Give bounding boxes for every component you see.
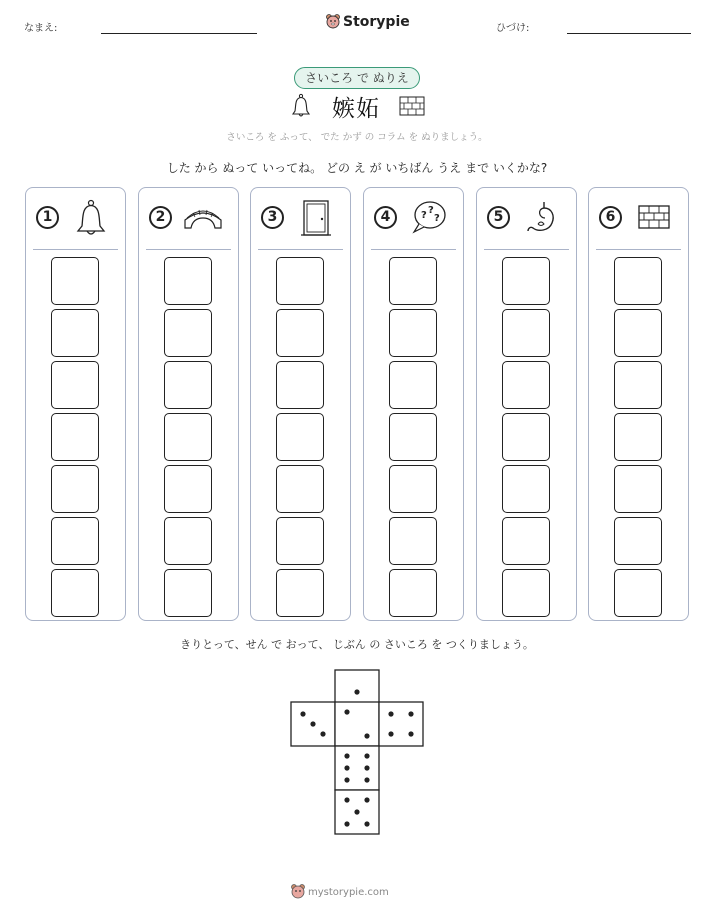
color-box[interactable] bbox=[51, 257, 99, 305]
page-title: 嫉妬 bbox=[332, 96, 380, 122]
color-box[interactable] bbox=[502, 465, 550, 513]
instruction-text: した から ぬって いってね。 どの え が いちばん うえ まで いくかな? bbox=[166, 161, 548, 175]
pip bbox=[344, 797, 349, 802]
color-box[interactable] bbox=[164, 361, 212, 409]
pip bbox=[364, 821, 369, 826]
door-icon bbox=[298, 198, 334, 238]
color-box[interactable] bbox=[389, 309, 437, 357]
color-box[interactable] bbox=[614, 517, 662, 565]
color-box[interactable] bbox=[502, 413, 550, 461]
pip bbox=[344, 709, 349, 714]
color-box[interactable] bbox=[389, 569, 437, 617]
subtitle: さいころ を ふって、 でた かず の コラム を ぬりましょう。 bbox=[226, 132, 488, 143]
pip bbox=[320, 731, 325, 736]
color-box[interactable] bbox=[389, 517, 437, 565]
column-divider bbox=[146, 249, 231, 250]
color-box[interactable] bbox=[164, 257, 212, 305]
bell-icon bbox=[73, 198, 109, 238]
color-box[interactable] bbox=[276, 569, 324, 617]
pip bbox=[408, 711, 413, 716]
pip bbox=[364, 777, 369, 782]
color-box[interactable] bbox=[502, 257, 550, 305]
stomach-icon bbox=[524, 198, 560, 238]
color-box[interactable] bbox=[276, 309, 324, 357]
column-divider bbox=[596, 249, 681, 250]
footer-url[interactable]: mystorypie.com bbox=[308, 887, 389, 898]
color-box[interactable] bbox=[614, 569, 662, 617]
column-number: 1 bbox=[36, 206, 59, 229]
name-line[interactable] bbox=[101, 33, 257, 34]
color-box[interactable] bbox=[164, 569, 212, 617]
color-box[interactable] bbox=[276, 413, 324, 461]
color-box[interactable] bbox=[51, 569, 99, 617]
brick-wall-icon bbox=[399, 96, 425, 116]
color-box[interactable] bbox=[614, 465, 662, 513]
bridge-icon bbox=[183, 198, 223, 238]
color-box[interactable] bbox=[276, 257, 324, 305]
pip bbox=[364, 733, 369, 738]
column-3 bbox=[250, 187, 351, 621]
activity-badge: さいころ で ぬりえ bbox=[294, 67, 420, 89]
pip bbox=[354, 689, 359, 694]
color-box[interactable] bbox=[614, 361, 662, 409]
pip bbox=[388, 731, 393, 736]
color-box[interactable] bbox=[389, 361, 437, 409]
svg-text:?: ? bbox=[434, 213, 440, 224]
color-box[interactable] bbox=[51, 361, 99, 409]
pip bbox=[364, 753, 369, 758]
name-label: なまえ: bbox=[24, 23, 58, 34]
date-label: ひづけ: bbox=[496, 23, 530, 34]
column-number: 2 bbox=[149, 206, 172, 229]
storypie-footer-logo-icon bbox=[290, 883, 306, 899]
pip bbox=[388, 711, 393, 716]
column-5 bbox=[476, 187, 577, 621]
column-divider bbox=[258, 249, 343, 250]
color-box[interactable] bbox=[502, 569, 550, 617]
column-6 bbox=[588, 187, 689, 621]
column-1 bbox=[25, 187, 126, 621]
pip bbox=[364, 797, 369, 802]
color-box[interactable] bbox=[51, 465, 99, 513]
pip bbox=[310, 721, 315, 726]
bell-icon bbox=[290, 93, 312, 119]
color-box[interactable] bbox=[614, 413, 662, 461]
color-box[interactable] bbox=[276, 465, 324, 513]
color-box[interactable] bbox=[51, 309, 99, 357]
color-box[interactable] bbox=[51, 413, 99, 461]
column-number: 5 bbox=[487, 206, 510, 229]
color-box[interactable] bbox=[614, 257, 662, 305]
color-box[interactable] bbox=[276, 517, 324, 565]
die-face-6 bbox=[335, 746, 379, 790]
column-divider bbox=[484, 249, 569, 250]
pip bbox=[354, 809, 359, 814]
dice-net[interactable] bbox=[290, 669, 426, 837]
svg-text:?: ? bbox=[421, 210, 427, 221]
column-2 bbox=[138, 187, 239, 621]
pip bbox=[364, 765, 369, 770]
color-box[interactable] bbox=[389, 257, 437, 305]
column-number: 3 bbox=[261, 206, 284, 229]
column-divider bbox=[371, 249, 456, 250]
color-box[interactable] bbox=[389, 413, 437, 461]
color-box[interactable] bbox=[389, 465, 437, 513]
pip bbox=[408, 731, 413, 736]
column-number: 4 bbox=[374, 206, 397, 229]
color-box[interactable] bbox=[502, 361, 550, 409]
color-box[interactable] bbox=[164, 413, 212, 461]
pip bbox=[300, 711, 305, 716]
color-box[interactable] bbox=[276, 361, 324, 409]
date-line[interactable] bbox=[567, 33, 691, 34]
pip bbox=[344, 777, 349, 782]
color-box[interactable] bbox=[51, 517, 99, 565]
svg-text:?: ? bbox=[428, 205, 434, 216]
color-box[interactable] bbox=[164, 465, 212, 513]
die-face-2 bbox=[335, 702, 379, 746]
color-box[interactable] bbox=[614, 309, 662, 357]
pip bbox=[344, 765, 349, 770]
column-number: 6 bbox=[599, 206, 622, 229]
brick-wall-icon bbox=[636, 198, 672, 238]
color-box[interactable] bbox=[164, 309, 212, 357]
cut-instruction: きりとって、せん で おって、 じぶん の さいころ を つくりましょう。 bbox=[180, 638, 534, 651]
die-face-4 bbox=[379, 702, 423, 746]
column-4 bbox=[363, 187, 464, 621]
color-box[interactable] bbox=[502, 309, 550, 357]
pip bbox=[344, 753, 349, 758]
pip bbox=[344, 821, 349, 826]
column-divider bbox=[33, 249, 118, 250]
color-box[interactable] bbox=[164, 517, 212, 565]
thought-bubble-icon bbox=[411, 198, 447, 238]
color-box[interactable] bbox=[502, 517, 550, 565]
storypie-logo-icon bbox=[325, 13, 341, 29]
brand-name: Storypie bbox=[343, 14, 410, 30]
